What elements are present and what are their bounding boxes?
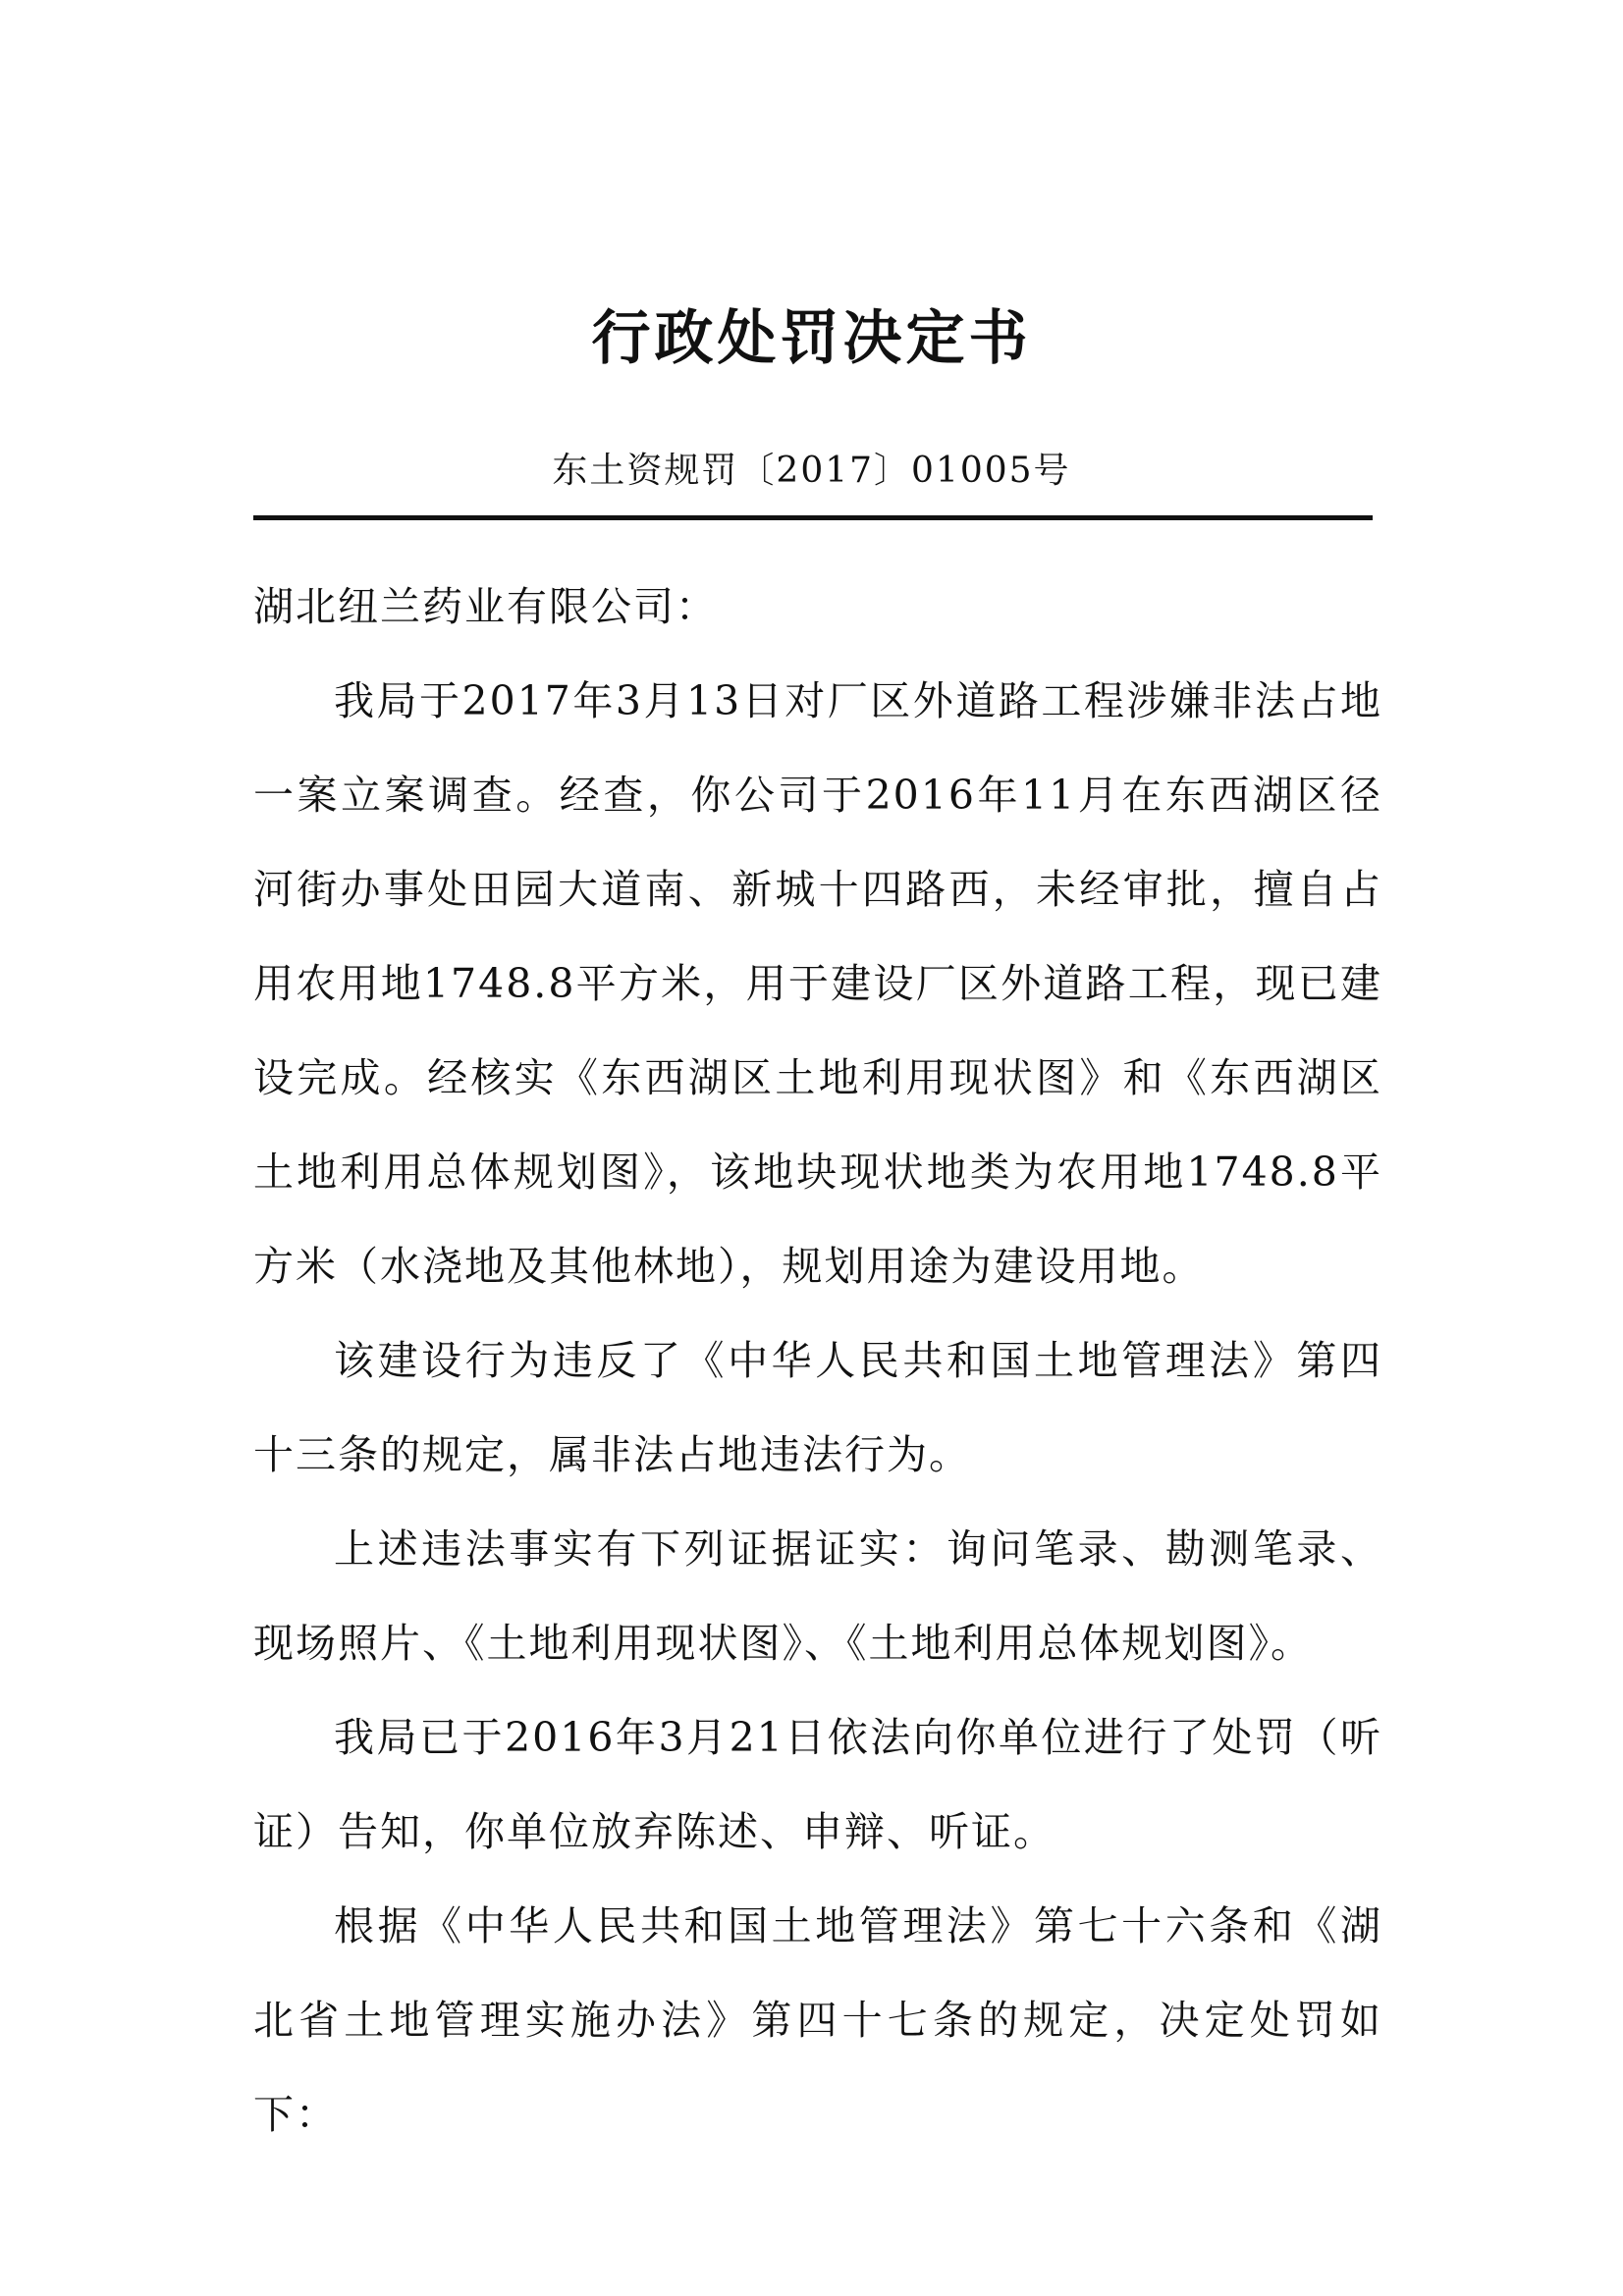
paragraph-notice: 我局已于2016年3月21日依法向你单位进行了处罚（听证）告知，你单位放弃陈述、申辩、听证。 <box>253 1714 1382 1855</box>
document-title: 行政处罚决定书 <box>591 304 1032 373</box>
paragraph-violation: 该建设行为违反了《中华人民共和国土地管理法》第四十三条的规定，属非法占地违法行为。 <box>253 1337 1382 1478</box>
document-number: 东土资规罚〔2017〕01005号 <box>552 451 1071 491</box>
paragraph-case-facts: 我局于2017年3月13日对厂区外道路工程涉嫌非法占地一案立案调查。经查，你公司于2016年11月在东西湖区径河街办事处田园大道南、新城十四路西，未经审批，擅自占用农用地1748.8平方米，用于建设厂区外道路工程，现已建设完成。经核实《东西湖区土地利用现状图》和《东西湖区土地利用总体规划图》，该地块现状地类为农用地1748.8平方米（水浇地及其他林地），规划用途为建设用地。 <box>253 677 1382 1290</box>
document-body <box>253 560 1382 2162</box>
paragraph-evidence: 上述违法事实有下列证据证实：询问笔录、勘测笔录、现场照片、《土地利用现状图》、《土地利用总体规划图》。 <box>253 1525 1382 1667</box>
header-rule <box>253 515 1373 520</box>
addressee: 湖北纽兰药业有限公司： <box>253 583 718 630</box>
paragraph-legal-basis: 根据《中华人民共和国土地管理法》第七十六条和《湖北省土地管理实施办法》第四十七条的规定，决定处罚如下： <box>253 1902 1382 2138</box>
